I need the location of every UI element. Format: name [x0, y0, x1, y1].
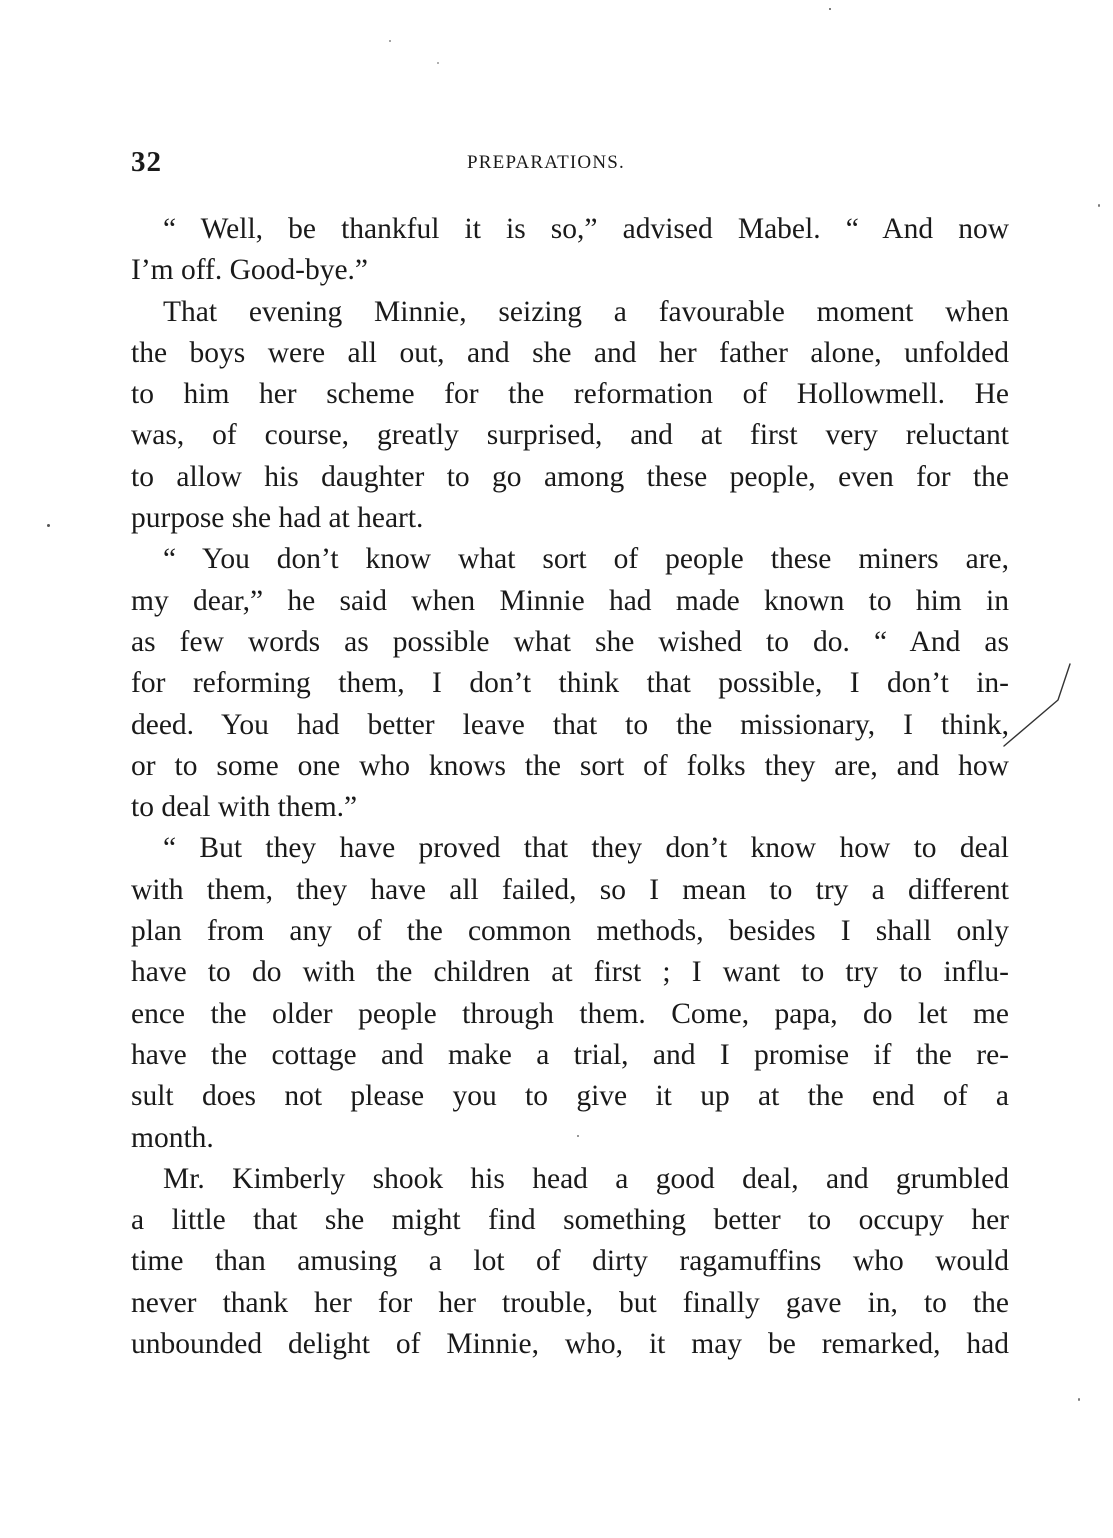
scan-speck [389, 40, 391, 42]
text-line: my dear,” he said when Minnie had made known to him in [131, 584, 1009, 617]
body-text [131, 209, 1009, 1365]
text-line: have to do with the children at first ; I want to try to influ- [131, 956, 1009, 989]
scan-speck [1078, 1398, 1080, 1401]
text-line: unbounded delight of Minnie, who, it may be remarked, had [131, 1328, 1009, 1361]
text-line: That evening Minnie, seizing a favourable moment when [163, 295, 1009, 328]
text-line: deed. You had better leave that to the missionary, I think, [131, 708, 1009, 741]
text-line: have the cottage and make a trial, and I promise if the re- [131, 1038, 1009, 1071]
text-line: a little that she might find something better to occupy her [131, 1204, 1009, 1237]
text-line: “ But they have proved that they don’t know how to deal [163, 832, 1009, 865]
text-line: to deal with them.” [131, 791, 358, 824]
scan-speck [577, 1135, 579, 1137]
running-title: PREPARATIONS. [467, 152, 625, 173]
text-line: for reforming them, I don’t think that possible, I don’t in- [131, 667, 1009, 700]
scan-speck [47, 524, 50, 527]
text-line: “ You don’t know what sort of people these miners are, [163, 543, 1009, 576]
running-head [131, 146, 1009, 186]
page-number: 32 [131, 146, 162, 178]
text-line: to him her scheme for the reformation of Hollowmell. He [131, 378, 1009, 411]
text-line: time than amusing a lot of dirty ragamuffins who would [131, 1245, 1009, 1278]
text-line: I’m off. Good-bye.” [131, 254, 369, 287]
text-line: ence the older people through them. Come, papa, do let me [131, 997, 1009, 1030]
scan-speck [437, 62, 439, 64]
text-line: “ Well, be thankful it is so,” advised Mabel. “ And now [163, 213, 1009, 245]
text-line: sult does not please you to give it up at the end of a [131, 1080, 1009, 1113]
scan-speck [1098, 204, 1100, 207]
text-line: the boys were all out, and she and her father alone, unfolded [131, 336, 1009, 369]
text-line: was, of course, greatly surprised, and at first very reluctant [131, 419, 1009, 452]
text-line: or to some one who knows the sort of folks they are, and how [131, 749, 1009, 782]
text-line: with them, they have all failed, so I mean to try a different [131, 873, 1009, 906]
scan-speck [829, 8, 831, 10]
text-line: plan from any of the common methods, besides I shall only [131, 915, 1009, 948]
text-line: month. [131, 1121, 214, 1154]
text-line: purpose she had at heart. [131, 502, 424, 535]
text-line: never thank her for her trouble, but finally gave in, to the [131, 1286, 1009, 1319]
text-line: Mr. Kimberly shook his head a good deal, and grumbled [163, 1162, 1009, 1195]
text-line: as few words as possible what she wished to do. “ And as [131, 625, 1009, 658]
text-line: to allow his daughter to go among these people, even for the [131, 460, 1009, 493]
margin-pencil-mark [1000, 660, 1072, 750]
